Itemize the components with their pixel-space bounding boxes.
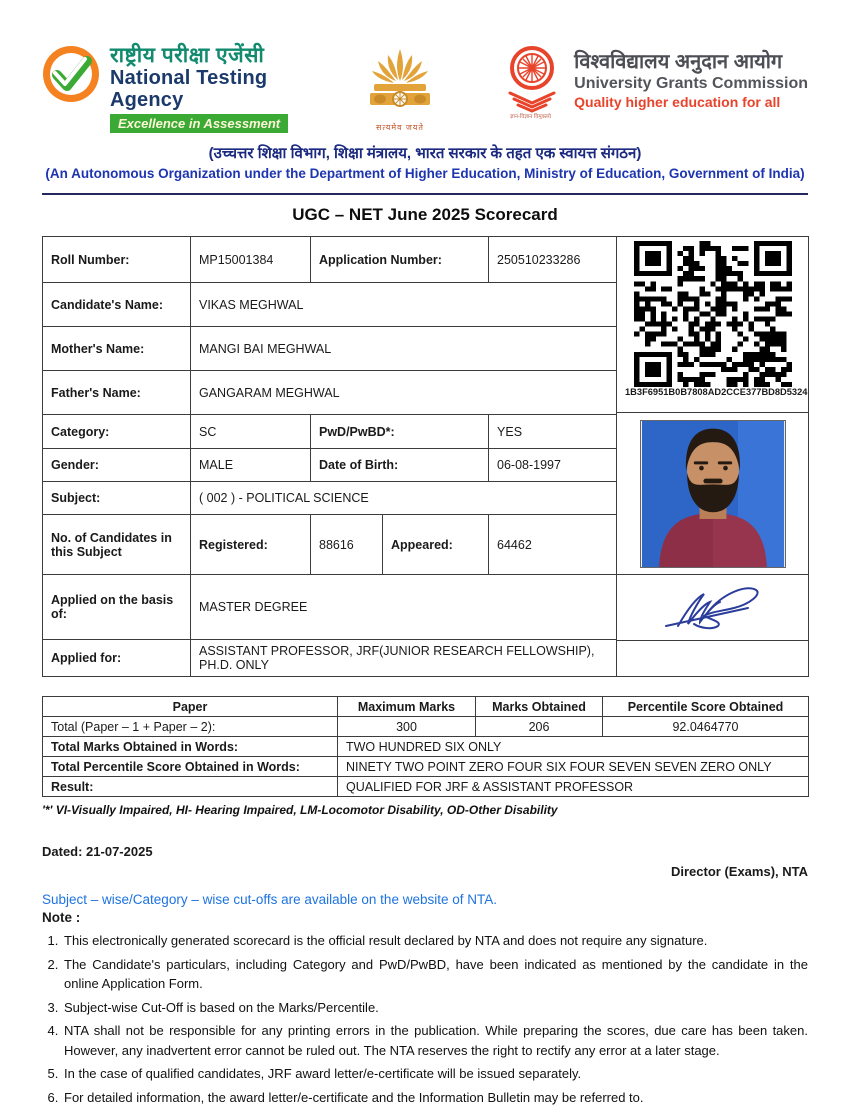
india-emblem	[335, 45, 465, 133]
result-label: Result:	[43, 777, 338, 797]
candidate-info-section	[42, 236, 808, 677]
table-row	[43, 327, 617, 371]
org-line-english: (An Autonomous Organization under the Department of Higher Education, Ministry of Education, Government of India)	[42, 166, 808, 181]
marks-words-label: Total Marks Obtained in Words:	[43, 737, 338, 757]
note-item: 1. This electronically generated scorecard is the official result declared by NTA and does not require any signature.	[62, 931, 808, 951]
category-value: SC	[191, 415, 311, 449]
appeared-value: 64462	[489, 515, 617, 575]
qr-photo-column	[617, 236, 809, 677]
application-number-label: Application Number:	[311, 237, 489, 283]
table-row	[43, 371, 617, 415]
subject-label: Subject:	[43, 482, 191, 515]
marks-words-row	[43, 737, 809, 757]
roll-number-value: MP15001384	[191, 237, 311, 283]
result-row	[43, 777, 809, 797]
pwd-value: YES	[489, 415, 617, 449]
candidate-info-table	[42, 236, 617, 677]
appeared-label: Appeared:	[383, 515, 489, 575]
note-item: 3. Subject-wise Cut-Off is based on the Marks/Percentile.	[62, 998, 808, 1018]
dated-line: Dated: 21-07-2025	[42, 844, 808, 859]
signature-cell	[617, 575, 808, 641]
empty-cell	[617, 641, 808, 676]
mother-name-value: MANGI BAI MEGHWAL	[191, 327, 617, 371]
ugc-name-english: University Grants Commission	[574, 74, 808, 94]
nta-check-icon	[42, 45, 100, 133]
org-line-hindi: (उच्चत्तर शिक्षा विभाग, शिक्षा मंत्रालय, भारत सरकार के तहत एक स्वायत्त संगठन)	[42, 143, 808, 163]
score-table	[42, 696, 809, 797]
candidate-photo	[640, 420, 786, 568]
applied-for-value: ASSISTANT PROFESSOR, JRF(JUNIOR RESEARCH FELLOWSHIP), PH.D. ONLY	[191, 640, 617, 677]
paper-header: Paper	[43, 697, 338, 717]
candidate-name-label: Candidate's Name:	[43, 283, 191, 327]
nta-name-hindi: राष्ट्रीय परीक्षा एजेंसी	[110, 45, 302, 67]
max-marks-header: Maximum Marks	[338, 697, 476, 717]
score-header-row	[43, 697, 809, 717]
registered-value: 88616	[311, 515, 383, 575]
num-candidates-label: No. of Candidates in this Subject	[43, 515, 191, 575]
note-label: Note :	[42, 910, 808, 925]
ugc-name-hindi: विश्वविद्यालय अनुदान आयोग	[574, 51, 808, 74]
percentile-words-value: NINETY TWO POINT ZERO FOUR SIX FOUR SEVEN SEVEN ZERO ONLY	[338, 757, 809, 777]
table-row	[43, 575, 617, 640]
gender-label: Gender:	[43, 449, 191, 482]
candidate-signature	[648, 582, 778, 634]
qr-code	[634, 241, 792, 387]
roll-number-label: Roll Number:	[43, 237, 191, 283]
director-signatory: Director (Exams), NTA	[42, 864, 808, 879]
nta-tagline: Excellence in Assessment	[110, 114, 288, 133]
result-value: QUALIFIED FOR JRF & ASSISTANT PROFESSOR	[338, 777, 809, 797]
ugc-logo	[498, 45, 808, 124]
marks-obtained-header: Marks Obtained	[476, 697, 603, 717]
satyameva-jayate-caption: सत्यमेव जयते	[335, 122, 465, 133]
pwd-label: PwD/PwBD*:	[311, 415, 489, 449]
dob-label: Date of Birth:	[311, 449, 489, 482]
subject-value: ( 002 ) - POLITICAL SCIENCE	[191, 482, 617, 515]
percentile-words-label: Total Percentile Score Obtained in Words:	[43, 757, 338, 777]
table-row	[43, 415, 617, 449]
cutoff-availability-note: Subject – wise/Category – wise cut-offs are available on the website of NTA.	[42, 892, 808, 907]
basis-value: MASTER DEGREE	[191, 575, 617, 640]
marks-obtained-value: 206	[476, 717, 603, 737]
percentile-header: Percentile Score Obtained	[603, 697, 809, 717]
photo-cell	[617, 413, 808, 575]
registered-label: Registered:	[191, 515, 311, 575]
ashoka-lion-capital-icon	[358, 106, 442, 123]
applied-for-label: Applied for:	[43, 640, 191, 677]
table-row	[43, 515, 617, 575]
marks-words-value: TWO HUNDRED SIX ONLY	[338, 737, 809, 757]
note-item: 5. In the case of qualified candidates, JRF award letter/e-certificate will be issued separately.	[62, 1064, 808, 1084]
disability-footnote: '*' VI-Visually Impaired, HI- Hearing Impaired, LM-Locomotor Disability, OD-Other Disability	[42, 803, 808, 817]
table-row	[43, 482, 617, 515]
candidate-name-value: VIKAS MEGHWAL	[191, 283, 617, 327]
percentile-value: 92.0464770	[603, 717, 809, 737]
qr-hash-text: 1B3F6951B0B7808AD2CCE377BD8D5324	[625, 387, 800, 397]
category-label: Category:	[43, 415, 191, 449]
table-row	[43, 237, 617, 283]
nta-logo	[42, 45, 302, 133]
dob-value: 06-08-1997	[489, 449, 617, 482]
total-label: Total (Paper – 1 + Paper – 2):	[43, 717, 338, 737]
ugc-sun-book-icon	[500, 45, 564, 124]
nta-name-english: National Testing Agency	[110, 67, 302, 111]
note-item: 4. NTA shall not be responsible for any printing errors in the publication. While preparing the scores, due care has been taken. However, any inadvertent error cannot be ruled out. The NTA reserves the right to rectify any error at a later stage.	[62, 1021, 808, 1060]
score-total-row	[43, 717, 809, 737]
gender-value: MALE	[191, 449, 311, 482]
table-row	[43, 449, 617, 482]
qr-cell	[617, 237, 808, 413]
note-item: 6. For detailed information, the award letter/e-certificate and the Information Bulletin may be referred to.	[62, 1088, 808, 1107]
percentile-words-row	[43, 757, 809, 777]
notes-list	[62, 931, 808, 1107]
application-number-value: 250510233286	[489, 237, 617, 283]
father-name-value: GANGARAM MEGHWAL	[191, 371, 617, 415]
max-marks-value: 300	[338, 717, 476, 737]
note-item: 2. The Candidate's particulars, including Category and PwD/PwBD, have been indicated as mentioned by the candidate in the online Application Form.	[62, 955, 808, 994]
table-row	[43, 283, 617, 327]
mother-name-label: Mother's Name:	[43, 327, 191, 371]
table-row	[43, 640, 617, 677]
father-name-label: Father's Name:	[43, 371, 191, 415]
page-title: UGC – NET June 2025 Scorecard	[42, 205, 808, 225]
ugc-tagline: Quality higher education for all	[574, 94, 808, 112]
brand-header	[42, 45, 808, 137]
ugc-motto-text: ज्ञान-विज्ञान विमुक्तये	[510, 113, 552, 119]
basis-label: Applied on the basis of:	[43, 575, 191, 640]
header-divider	[42, 193, 808, 195]
